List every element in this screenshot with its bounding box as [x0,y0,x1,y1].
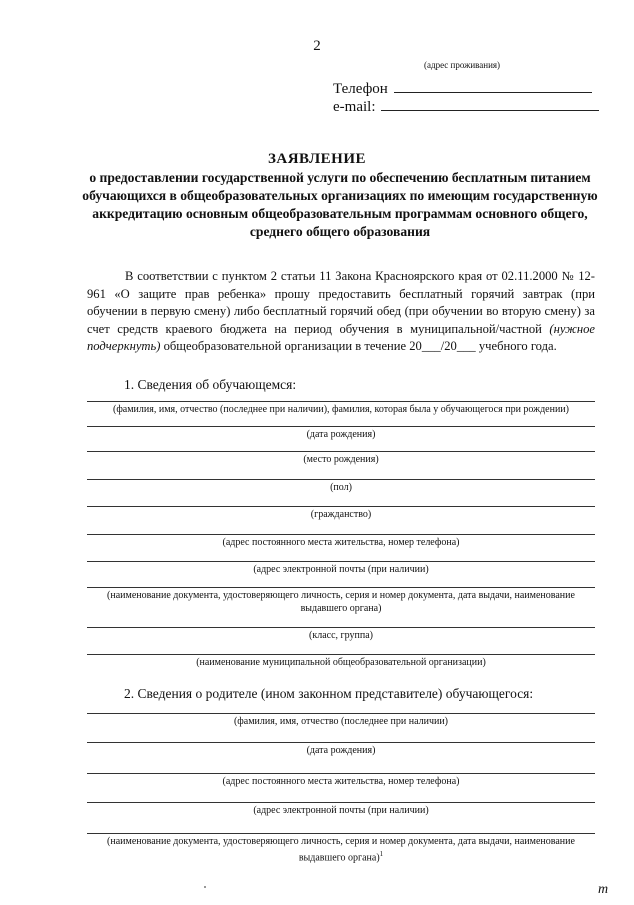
field-caption-text: (наименование документа, удостоверяющего личность, серия и номер документа, дата выдачи, наименование выдавшего органа) [107,836,575,864]
paragraph-text-part2: общеобразовательной организации в течение 20___/20___ учебного года. [160,339,557,353]
footnote-marker: 1 [379,850,384,858]
field-caption: (класс, группа) [309,630,373,641]
field-line[interactable] [87,773,595,774]
document-subtitle: о предоставлении государственной услуги по обеспечению бесплатным питанием обучающихся в общеобразовательных организациях по имеющим государственную аккредитацию основным общеобразовательным программам основного общего, среднего общего образования [82,170,598,239]
phone-label: Телефон [333,81,388,97]
field-caption: (адрес электронной почты (при наличии) [253,805,429,816]
field-line[interactable] [87,479,595,480]
page-number: 2 [313,38,321,54]
field-caption: (адрес постоянного места жительства, номер телефона) [222,537,460,548]
section2-heading: 2. Сведения о родителе (ином законном представителе) обучающегося: [124,686,534,701]
field-line[interactable] [87,426,595,427]
field-line[interactable] [87,451,595,452]
field-line[interactable] [87,401,595,402]
email-row [333,98,599,116]
field-line[interactable] [87,654,595,655]
paragraph-text-part1: В соответствии с пунктом 2 статьи 11 Закона Красноярского края от 02.11.2000 № 12-961 «О защите прав ребенка» прошу предоставить бесплатный горячий завтрак (при обучении в первую смену) либо бесплатный горячий обед (при обучении во вторую смену) за счет средств краевого бюджета на период обучения в муниципальной/частной [87,269,595,336]
initials-mark: т [598,882,609,897]
section1-heading: 1. Сведения об обучающемся: [124,377,297,392]
field-caption: (наименование муниципальной общеобразовательной организации) [196,657,486,668]
phone-row [333,80,592,98]
phone-field-line[interactable] [394,80,592,93]
field-line[interactable] [87,713,595,714]
field-caption: (адрес постоянного места жительства, номер телефона) [222,776,460,787]
email-label: e-mail: [333,99,376,115]
field-line[interactable] [87,587,595,588]
field-line[interactable] [87,802,595,803]
field-caption: (пол) [330,482,352,493]
field-line[interactable] [87,506,595,507]
address-caption: (адрес проживания) [424,60,501,70]
field-line[interactable] [87,833,595,834]
field-caption: (адрес электронной почты (при наличии) [253,564,429,575]
field-caption: (гражданство) [310,509,372,520]
paragraph-italic-note: (нужное подчеркнуть) [87,321,595,353]
field-caption: (дата рождения) [306,429,376,440]
field-caption: (фамилия, имя, отчество (последнее при наличии) [233,716,449,727]
field-caption [87,835,595,864]
field-caption: (фамилия, имя, отчество (последнее при наличии), фамилия, которая была у обучающегося при рождении) [112,404,569,415]
application-paragraph [87,268,595,356]
field-line[interactable] [87,561,595,562]
field-caption: (место рождения) [303,454,379,465]
email-field-line[interactable] [381,98,599,111]
field-caption: (наименование документа, удостоверяющего личность, серия и номер документа, дата выдачи, наименование выдавшего органа) [107,590,575,614]
field-line[interactable] [87,534,595,535]
field-line[interactable] [87,742,595,743]
field-line[interactable] [87,627,595,628]
field-caption: (дата рождения) [306,745,376,756]
scan-speck [204,886,206,888]
document-title: ЗАЯВЛЕНИЕ [267,151,367,167]
